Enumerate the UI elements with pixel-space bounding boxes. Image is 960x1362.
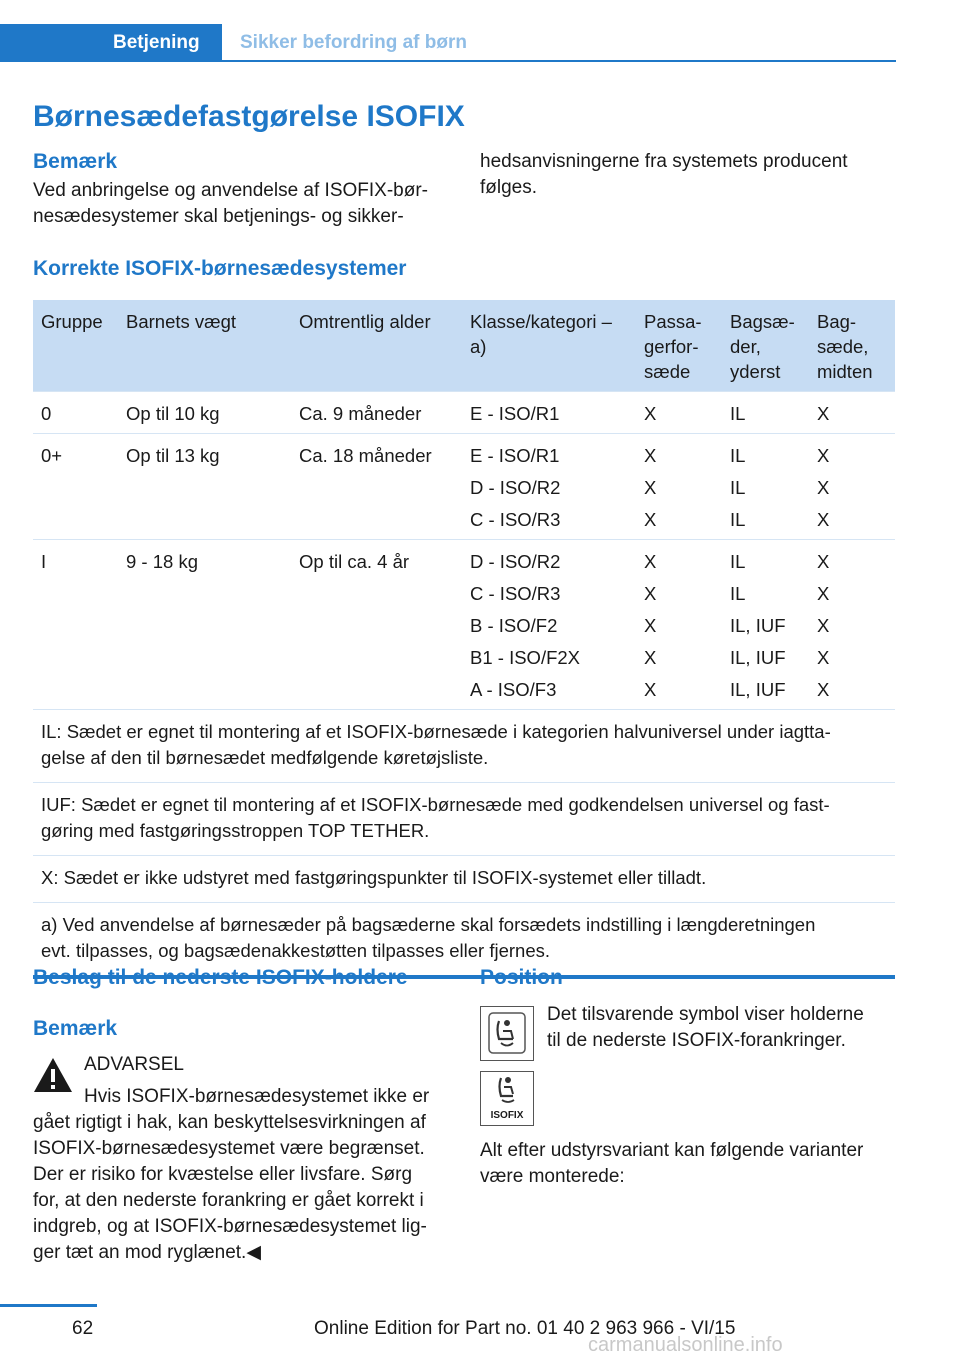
warning-icon [33,1057,73,1093]
rear-outer-line: IL, IUF [730,615,786,636]
warning-body [33,1110,453,1266]
rear-center-line: X [817,583,830,604]
cell-rear-outer [722,434,809,540]
cell-rear-outer [722,540,809,710]
col-header-class [462,300,636,392]
header-line: sæde [644,361,691,382]
note-line: nesædesystemer skal betjenings- og sikker‐ [33,206,404,227]
note-line: hedsanvisningerne fra systemets producent [480,151,848,172]
isofix-seat-symbol-icon [480,1006,534,1061]
front-line: X [644,615,657,636]
header-line: sæde, [817,336,869,357]
header-line: Gruppe [41,311,103,332]
rear-center-line: X [817,509,830,530]
front-line: X [644,647,657,668]
warning-line: for, at den nederste forankring er gået korrekt i [33,1190,424,1211]
tab-sikker-befordring[interactable]: Sikker befordring af børn [240,32,467,53]
class-line: E - ISO/R1 [470,403,560,424]
rear-outer-line: IL, IUF [730,679,786,700]
rear-center-line: X [817,477,830,498]
page-number: 62 [72,1318,94,1339]
header-line: Bag‐ [817,311,857,332]
table-row [33,392,895,434]
table-note-row [33,856,895,903]
cell-group: 0 [33,392,118,434]
cell-rear-center [809,434,895,540]
rear-center-line: X [817,679,830,700]
note-il [33,710,895,783]
rear-outer-line: IL [730,551,746,572]
cell-front [636,434,722,540]
front-line: X [644,477,657,498]
cell-front [636,540,722,710]
position-line: være monterede: [480,1166,625,1187]
class-line: D - ISO/R2 [470,477,561,498]
position-heading: Position [480,966,563,989]
note-line: X: Sædet er ikke udstyret med fastgøringspunkter til ISOFIX-systemet eller tilladt. [41,867,707,888]
edition-text: Online Edition for Part no. 01 40 2 963 966 - VI/15 [314,1318,736,1339]
table-row [33,540,895,710]
table-heading: Korrekte ISOFIX-børnesædesystemer [33,257,407,280]
col-header-rear-center [809,300,895,392]
class-line: B - ISO/F2 [470,615,558,636]
rear-outer-line: IL [730,403,746,424]
note-line: Ved anbringelse og anvendelse af ISOFIX-bør‐ [33,180,429,201]
warning-line: Hvis ISOFIX-børnesædesystemet ikke er [84,1086,430,1107]
rear-center-line: X [817,615,830,636]
col-header-weight [118,300,291,392]
cell-weight: 9 - 18 kg [118,540,291,710]
rear-center-line: X [817,551,830,572]
cell-class [462,392,636,434]
header-line: Passa‐ [644,311,702,332]
note-x [33,856,895,903]
class-line: C - ISO/R3 [470,583,561,604]
col-header-front [636,300,722,392]
cell-group: I [33,540,118,710]
rear-center-line: X [817,403,830,424]
note-line: a) Ved anvendelse af børnesæder på bagsæderne skal forsædets indstilling i længderetningen [41,914,816,935]
watermark: carmanualsonline.info [588,1334,783,1356]
cell-group: 0+ [33,434,118,540]
rear-center-line: X [817,445,830,466]
note-heading-2: Bemærk [33,1017,118,1040]
position-text [547,1002,864,1054]
note-line: gelse af den til børnesædet medfølgende køretøjsliste. [41,747,489,768]
rear-outer-line: IL [730,445,746,466]
note-text-left [33,178,428,230]
footer-rule [0,1304,97,1307]
header-line: a) [470,336,487,357]
col-header-rear-outer [722,300,809,392]
class-line: D - ISO/R2 [470,551,561,572]
header-line: midten [817,361,873,382]
rear-outer-line: IL, IUF [730,647,786,668]
isofix-symbol-label: ISOFIX [490,1110,524,1121]
cell-age: Op til ca. 4 år [291,540,462,710]
note-line: gøring med fastgøringsstroppen TOP TETHER. [41,820,430,841]
isofix-label-symbol-icon [480,1071,534,1126]
tab-betjening[interactable]: Betjening [0,24,222,62]
front-line: X [644,551,657,572]
table-note-row [33,783,895,856]
warning-line: Der er risiko for kvæstelse eller livsfare. Sørg [33,1164,413,1185]
note-text-right [480,149,848,201]
warning-line: ger tæt an mod ryglænet.◀ [33,1242,261,1263]
header-line: der, [730,336,761,357]
cell-rear-outer [722,392,809,434]
cell-age: Ca. 9 måneder [291,392,462,434]
cell-rear-center [809,540,895,710]
note-heading: Bemærk [33,150,118,173]
position-line: til de nederste ISOFIX-forankringer. [547,1030,846,1051]
position-after-text [480,1138,863,1190]
header-line: Barnets vægt [126,311,237,332]
position-line: Det tilsvarende symbol viser holderne [547,1004,864,1025]
note-line: følges. [480,177,538,198]
isofix-table [33,300,895,979]
header-rule [222,60,896,62]
page-title: Børnesædefastgørelse ISOFIX [33,100,465,133]
cell-weight: Op til 10 kg [118,392,291,434]
section-heading-beslag: Beslag til de nederste ISOFIX-holdere [33,966,408,989]
cell-age: Ca. 18 måneder [291,434,462,540]
front-line: X [644,403,657,424]
header-line: Omtrentlig alder [299,311,431,332]
class-line: A - ISO/F3 [470,679,557,700]
cell-class [462,540,636,710]
front-line: X [644,445,657,466]
header-line: yderst [730,361,781,382]
header-line: Klasse/kategori – [470,311,612,332]
note-line: IL: Sædet er egnet til montering af et ISOFIX-børnesæde i kategorien halvuniversel under iagtta‐ [41,721,831,742]
position-line: Alt efter udstyrsvariant kan følgende varianter [480,1140,864,1161]
rear-outer-line: IL [730,477,746,498]
header-line: Bagsæ‐ [730,311,795,332]
class-line: B1 - ISO/F2X [470,647,581,668]
warning-label: ADVARSEL [84,1054,184,1075]
note-line: evt. tilpasses, og bagsædenakkestøtten tilpasses eller fjernes. [41,940,551,961]
note-line: IUF: Sædet er egnet til montering af et ISOFIX-børnesæde med godkendelsen universel og fast‐ [41,794,830,815]
table-header-row [33,300,895,392]
front-line: X [644,509,657,530]
warning-line: indgreb, og at ISOFIX-børnesædesystemet lig‐ [33,1216,427,1237]
rear-outer-line: IL [730,583,746,604]
cell-front [636,392,722,434]
front-line: X [644,583,657,604]
warning-line: gået rigtigt i hak, kan beskyttelsesvirkningen af [33,1112,426,1133]
cell-rear-center [809,392,895,434]
col-header-age [291,300,462,392]
cell-class [462,434,636,540]
header-line: gerfor‐ [644,336,699,357]
table-note-row [33,710,895,783]
class-line: E - ISO/R1 [470,445,560,466]
col-header-group [33,300,118,392]
rear-center-line: X [817,647,830,668]
warning-line: ISOFIX-børnesædesystemet være begrænset. [33,1138,425,1159]
table-row [33,434,895,540]
rear-outer-line: IL [730,509,746,530]
note-iuf [33,783,895,856]
front-line: X [644,679,657,700]
cell-weight: Op til 13 kg [118,434,291,540]
class-line: C - ISO/R3 [470,509,561,530]
